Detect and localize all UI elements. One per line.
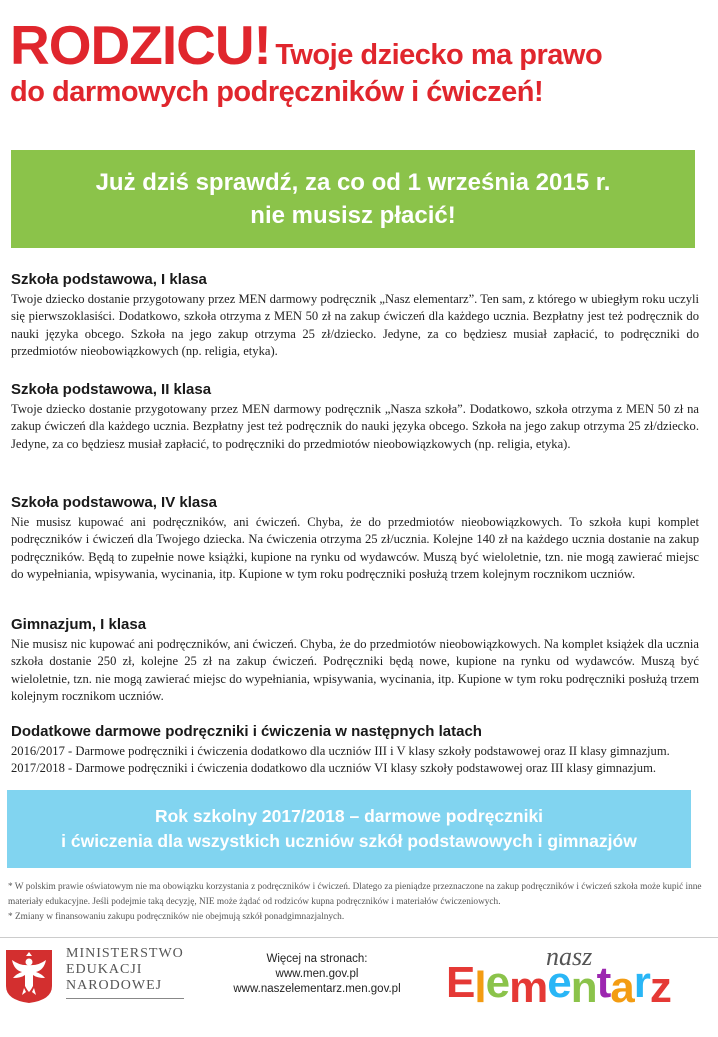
headline [10,14,710,112]
polish-eagle-icon [4,948,54,1004]
blue-banner-line2: i ćwiczenia dla wszystkich uczniów szkół podstawowych i gimnazjów [61,831,637,851]
footnote-2: * Zmiany w finansowaniu zakupu podręczników nie obejmują szkół ponadgimnazjalnych. [8,912,345,922]
ministry-line3: NARODOWEJ [66,978,163,993]
section-title: Szkoła podstawowa, II klasa [11,381,212,398]
headline-big: RODZICU! [10,14,271,76]
section-title: Gimnazjum, I klasa [11,616,147,633]
logo-letter: l [474,963,486,1012]
section-future [11,722,699,778]
logo-letter: e [485,958,510,1007]
section-sp-2 [11,380,699,453]
headline-mid: Twoje dziecko ma prawo [275,39,603,71]
logo-letter: a [610,963,634,1012]
blue-banner-line1: Rok szkolny 2017/2018 – darmowe podręczniki [154,806,544,826]
logo-word [446,960,671,1010]
section-line: 2016/2017 - Darmowe podręczniki i ćwiczenia dodatkowo dla uczniów III i V klasy szkoły podstawowej oraz II klasy gimnazjum. [11,744,670,758]
logo-letter: t [596,958,611,1007]
logo-letter: n [570,963,597,1012]
green-banner-line2: nie musisz płacić! [250,202,456,229]
nasz-elementarz-logo [446,942,696,1012]
logo-letter: m [509,963,548,1012]
section-text: Twoje dziecko dostanie przygotowany przez MEN darmowy podręcznik „Nasza szkoła”. Dodatkowo, szkoła otrzyma z MEN 50 zł na zakup ćwiczeń dla każdego ucznia. Bezpłatny jest też podręcznik do nauki języka obcego. Szkoła na jego zakup otrzyma 25 zł/dziecko. Jedyne, za co będziesz musiał zapłacić, to podręczniki do przedmiotów nieobowiązkowych (np. religia, etyka). [11,402,699,451]
ministry-line2: EDUKACJI [66,962,143,977]
link-men[interactable]: www.men.gov.pl [275,968,359,980]
section-sp-4 [11,493,699,584]
logo-letter: z [649,963,671,1012]
section-text: Nie musisz nic kupować ani podręczników, ani ćwiczeń. Chyba, że do przedmiotów nieobowiązkowych. Na komplet książek dla ucznia szkoła dostanie 250 zł, kolejne 25 zł na zakup ćwiczeń. Podręczniki będą nowe, kupione na rynku od wydawców. Muszą być wieloletnie, tzn. nie mogą zawierać miejsc do wypełniania, wpisywania, wycinania, itp. Kupione w tym roku podręczniki posłużą trzem kolejnym rocznikom uczniów. [11,637,699,704]
footnote-1: * W polskim prawie oświatowym nie ma obowiązku korzystania z podręczników i ćwiczeń. Dlatego za pieniądze przeznaczone na zakup podręczników i ćwiczeń szkoła może kupić inne materiały edukacyjne. Jeśli podejmie taką decyzję, NIE może żądać od rodziców kupna podręczników i materiałów ćwiczeniowych. [8,882,702,907]
ministry-line1: MINISTERSTWO [66,946,184,961]
section-line: 2017/2018 - Darmowe podręczniki i ćwiczenia dodatkowo dla uczniów VI klasy szkoły podstawowej oraz III klasy gimnazjum. [11,761,657,776]
ministry-rule [66,998,184,999]
footnotes [8,880,702,925]
logo-letter: E [446,958,475,1007]
section-text: Nie musisz kupować ani podręczników, ani ćwiczeń. Chyba, że do przedmiotów nieobowiązkowych. To szkoła kupi komplet podręczników i ćwiczeń dla Twojego dziecka. Na ćwiczenia otrzyma 25 zł/ucznia. Kolejne 140 zł na każdego ucznia dostanie na zakup podręczników. Będą to zupełnie nowe książki, kupione na rynku od wydawców. Muszą być wieloletnie, tzn. nie mogą zawierać miejsc do wypełniania, wpisywania, wycinania, itp. Kupione w tym roku podręczniki posłużą trzem kolejnym rocznikom uczniów. [11,515,699,582]
section-sp-1 [11,270,699,361]
logo-nasz: nasz [546,942,593,971]
section-title: Dodatkowe darmowe podręczniki i ćwiczenia w następnych latach [11,723,482,740]
divider [0,937,718,938]
links-title: Więcej na stronach: [266,953,368,965]
blue-banner [7,790,691,868]
section-gim-1 [11,615,699,706]
ministry-logo [66,946,184,999]
green-banner [11,150,695,248]
section-text: Twoje dziecko dostanie przygotowany przez MEN darmowy podręcznik „Nasz elementarz”. Ten sam, z którego w ubiegłym roku uczyli się pierwszoklasiści. Dodatkowo, szkoła otrzyma z MEN 50 zł na zakup ćwiczeń dla każdego ucznia. Bezpłatny jest też podręcznik do nauki języka obcego. Szkoła na jego zakup otrzyma 25 zł/dziecko. Jedyne, za co będziesz musiał zapłacić, to podręczniki do przedmiotów nieobowiązkowych (np. religia, etyka). [11,292,699,359]
link-naszelementarz[interactable]: www.naszelementarz.men.gov.pl [233,983,401,995]
section-title: Szkoła podstawowa, IV klasa [11,494,217,511]
green-banner-line1: Już dziś sprawdź, za co od 1 września 2015 r. [95,169,611,196]
logo-letter: r [633,958,650,1007]
logo-letter: e [547,958,571,1007]
section-title: Szkoła podstawowa, I klasa [11,271,207,288]
links-block [226,952,408,997]
headline-line2: do darmowych podręczników i ćwiczeń! [10,76,544,108]
